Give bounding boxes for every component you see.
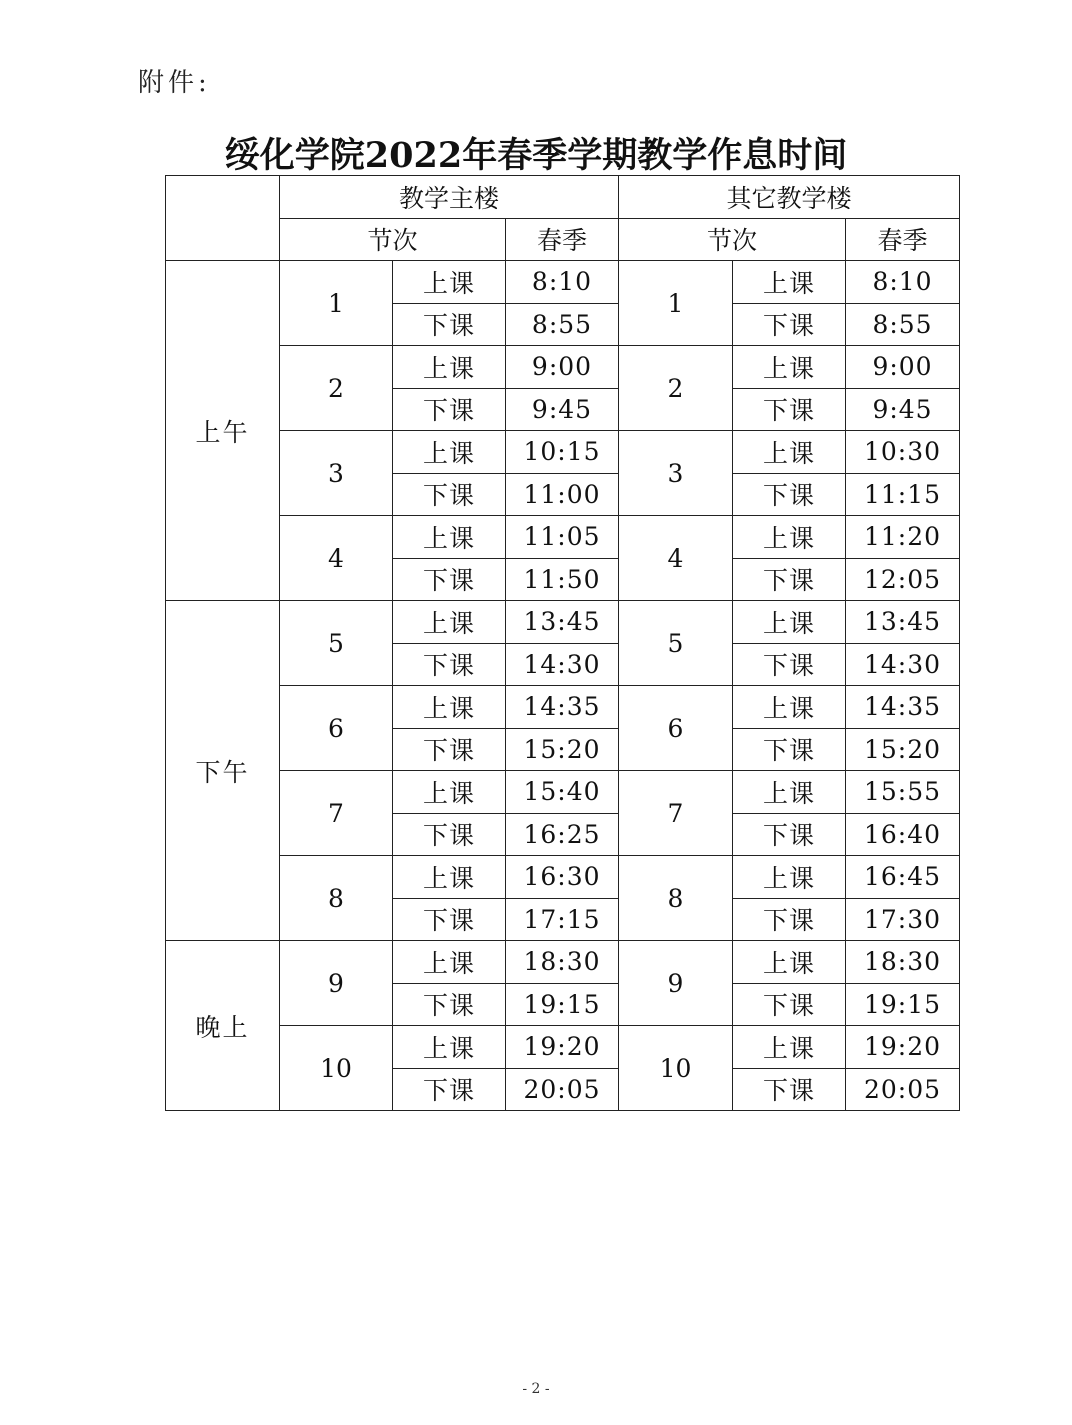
other-start-label: 上课 xyxy=(733,771,846,814)
other-start-time: 8:10 xyxy=(846,261,960,304)
other-period-number: 5 xyxy=(619,601,733,686)
other-period-number: 10 xyxy=(619,1026,733,1111)
main-period-number: 9 xyxy=(280,941,393,1026)
table-row xyxy=(166,941,960,984)
table-row xyxy=(166,686,960,729)
table-row xyxy=(166,601,960,644)
other-start-time: 9:00 xyxy=(846,346,960,389)
other-end-label: 下课 xyxy=(733,898,846,941)
main-period-header: 节次 xyxy=(280,218,506,261)
main-end-label: 下课 xyxy=(393,898,506,941)
table-row xyxy=(166,771,960,814)
other-start-time: 11:20 xyxy=(846,516,960,559)
main-end-time: 17:15 xyxy=(506,898,619,941)
other-period-number: 9 xyxy=(619,941,733,1026)
main-period-number: 2 xyxy=(280,346,393,431)
main-period-number: 8 xyxy=(280,856,393,941)
main-end-time: 16:25 xyxy=(506,813,619,856)
other-buildings-header: 其它教学楼 xyxy=(619,176,960,219)
table-row xyxy=(166,346,960,389)
other-start-time: 13:45 xyxy=(846,601,960,644)
other-end-label: 下课 xyxy=(733,1068,846,1111)
other-end-time: 20:05 xyxy=(846,1068,960,1111)
main-season-header: 春季 xyxy=(506,218,619,261)
other-end-time: 16:40 xyxy=(846,813,960,856)
main-period-number: 6 xyxy=(280,686,393,771)
other-period-number: 8 xyxy=(619,856,733,941)
other-period-number: 4 xyxy=(619,516,733,601)
table-row xyxy=(166,1026,960,1069)
other-start-time: 14:35 xyxy=(846,686,960,729)
other-period-number: 6 xyxy=(619,686,733,771)
other-start-time: 18:30 xyxy=(846,941,960,984)
main-end-time: 11:00 xyxy=(506,473,619,516)
other-start-label: 上课 xyxy=(733,346,846,389)
main-start-time: 8:10 xyxy=(506,261,619,304)
page-title: 绥化学院2022年春季学期教学作息时间 xyxy=(224,135,848,176)
other-start-label: 上课 xyxy=(733,1026,846,1069)
table-row xyxy=(166,431,960,474)
time-slot-cell: 晚上 xyxy=(166,941,280,1111)
other-end-time: 9:45 xyxy=(846,388,960,431)
main-end-time: 20:05 xyxy=(506,1068,619,1111)
schedule-table xyxy=(165,175,960,1111)
other-end-label: 下课 xyxy=(733,983,846,1026)
other-end-time: 12:05 xyxy=(846,558,960,601)
main-start-label: 上课 xyxy=(393,1026,506,1069)
other-start-time: 10:30 xyxy=(846,431,960,474)
other-start-time: 15:55 xyxy=(846,771,960,814)
other-start-label: 上课 xyxy=(733,941,846,984)
main-start-label: 上课 xyxy=(393,686,506,729)
schedule-header xyxy=(166,176,960,261)
other-period-number: 1 xyxy=(619,261,733,346)
main-start-time: 9:00 xyxy=(506,346,619,389)
other-end-label: 下课 xyxy=(733,388,846,431)
time-slot-cell: 下午 xyxy=(166,601,280,941)
main-start-time: 10:15 xyxy=(506,431,619,474)
main-start-label: 上课 xyxy=(393,346,506,389)
main-start-label: 上课 xyxy=(393,601,506,644)
other-end-time: 11:15 xyxy=(846,473,960,516)
main-end-label: 下课 xyxy=(393,728,506,771)
main-end-label: 下课 xyxy=(393,473,506,516)
other-period-number: 2 xyxy=(619,346,733,431)
other-start-label: 上课 xyxy=(733,686,846,729)
main-end-time: 19:15 xyxy=(506,983,619,1026)
other-start-time: 19:20 xyxy=(846,1026,960,1069)
main-end-label: 下课 xyxy=(393,1068,506,1111)
other-period-number: 3 xyxy=(619,431,733,516)
other-end-label: 下课 xyxy=(733,303,846,346)
other-start-label: 上课 xyxy=(733,856,846,899)
other-start-label: 上课 xyxy=(733,261,846,304)
schedule-body xyxy=(166,261,960,1111)
main-end-label: 下课 xyxy=(393,388,506,431)
corner-cell xyxy=(166,176,280,261)
other-end-time: 15:20 xyxy=(846,728,960,771)
main-period-number: 3 xyxy=(280,431,393,516)
other-end-label: 下课 xyxy=(733,728,846,771)
main-building-header: 教学主楼 xyxy=(280,176,619,219)
main-start-label: 上课 xyxy=(393,771,506,814)
other-season-header: 春季 xyxy=(846,218,960,261)
other-end-time: 8:55 xyxy=(846,303,960,346)
main-end-time: 15:20 xyxy=(506,728,619,771)
other-end-label: 下课 xyxy=(733,473,846,516)
main-end-label: 下课 xyxy=(393,303,506,346)
other-start-label: 上课 xyxy=(733,516,846,559)
main-start-label: 上课 xyxy=(393,431,506,474)
main-period-number: 7 xyxy=(280,771,393,856)
other-end-label: 下课 xyxy=(733,558,846,601)
main-end-time: 11:50 xyxy=(506,558,619,601)
other-start-label: 上课 xyxy=(733,601,846,644)
main-period-number: 4 xyxy=(280,516,393,601)
page-number: - 2 - xyxy=(522,1381,550,1397)
other-period-number: 7 xyxy=(619,771,733,856)
time-slot-cell: 上午 xyxy=(166,261,280,601)
main-start-time: 15:40 xyxy=(506,771,619,814)
main-start-label: 上课 xyxy=(393,516,506,559)
main-end-label: 下课 xyxy=(393,813,506,856)
main-start-label: 上课 xyxy=(393,261,506,304)
main-start-time: 13:45 xyxy=(506,601,619,644)
other-end-label: 下课 xyxy=(733,643,846,686)
main-end-label: 下课 xyxy=(393,983,506,1026)
main-start-time: 16:30 xyxy=(506,856,619,899)
main-period-number: 10 xyxy=(280,1026,393,1111)
table-row xyxy=(166,516,960,559)
other-period-header: 节次 xyxy=(619,218,846,261)
main-end-time: 8:55 xyxy=(506,303,619,346)
main-end-label: 下课 xyxy=(393,558,506,601)
other-end-time: 17:30 xyxy=(846,898,960,941)
main-start-time: 14:35 xyxy=(506,686,619,729)
main-start-label: 上课 xyxy=(393,941,506,984)
other-start-label: 上课 xyxy=(733,431,846,474)
main-end-time: 14:30 xyxy=(506,643,619,686)
table-row xyxy=(166,261,960,304)
main-start-time: 18:30 xyxy=(506,941,619,984)
main-period-number: 1 xyxy=(280,261,393,346)
attachment-label: 附件: xyxy=(138,68,211,98)
other-start-time: 16:45 xyxy=(846,856,960,899)
other-end-time: 19:15 xyxy=(846,983,960,1026)
main-start-time: 11:05 xyxy=(506,516,619,559)
other-end-time: 14:30 xyxy=(846,643,960,686)
main-start-time: 19:20 xyxy=(506,1026,619,1069)
main-end-label: 下课 xyxy=(393,643,506,686)
main-period-number: 5 xyxy=(280,601,393,686)
table-row xyxy=(166,856,960,899)
main-end-time: 9:45 xyxy=(506,388,619,431)
main-start-label: 上课 xyxy=(393,856,506,899)
other-end-label: 下课 xyxy=(733,813,846,856)
